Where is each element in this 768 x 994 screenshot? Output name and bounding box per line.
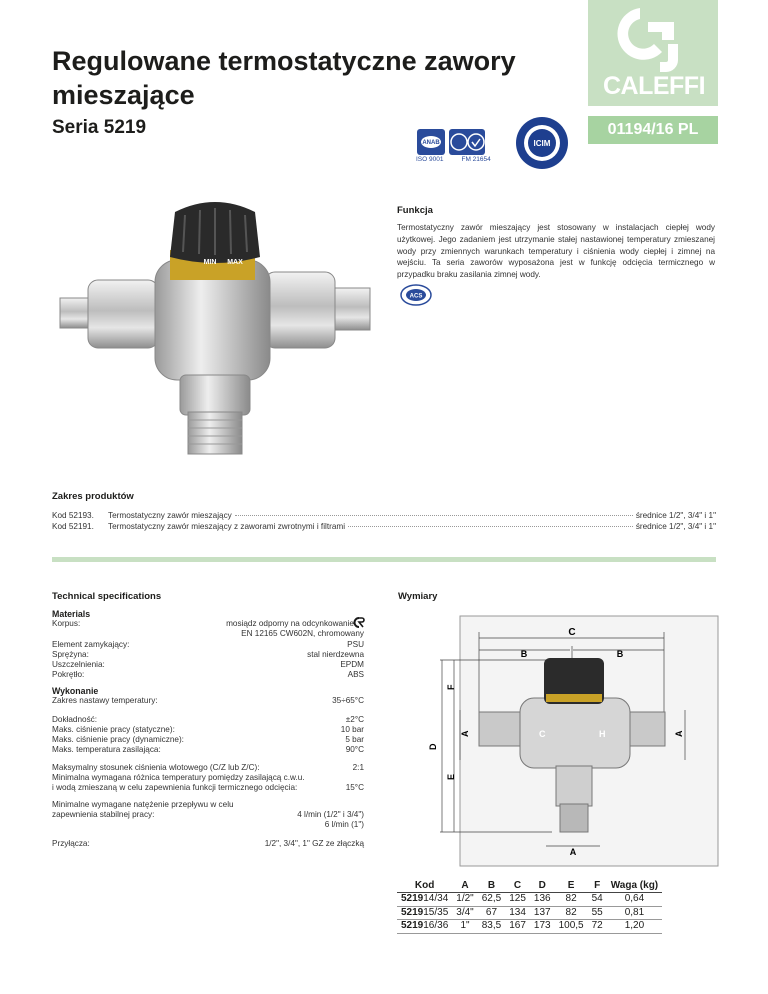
kod-suffix: 15/35 [423,906,449,918]
kod-cell [397,920,452,934]
table-cell: 167 [505,920,530,934]
wymiary-heading: Wymiary [398,591,438,602]
material-label: Element zamykający: [52,640,130,649]
material-value: PSU [347,640,364,649]
material-label: Sprężyna: [52,650,89,659]
table-row [397,920,662,934]
perf-label: Maks. ciśnienie pracy (statyczne): [52,725,175,734]
col-header: Kod [397,879,452,893]
cert-iso: ISO 9001 [416,156,444,163]
kod-prefix: 5219 [401,920,424,932]
col-header: C [505,879,530,893]
table-cell: 62,5 [478,893,505,907]
col-header: F [588,879,607,893]
table-cell: 136 [530,893,555,907]
perf-value: 90°C [345,745,364,754]
material-value: ABS [347,670,364,679]
dimensions-table [397,879,662,934]
perf-value: ±2°C [345,715,364,724]
table-cell: 72 [588,920,607,934]
col-header: B [478,879,505,893]
specs-heading: Technical specifications [52,591,162,602]
dim-h-marker: H [599,729,606,739]
dim-a-label-right: A [674,730,684,737]
table-cell: 1" [452,920,477,934]
kod-suffix: 14/34 [423,893,449,904]
product-desc: Termostatyczny zawór mieszający [108,511,232,520]
table-header-row [397,879,662,893]
table-cell: 67 [478,906,505,920]
dezincification-resistant-icon [353,617,365,628]
icim-text: ICIM [533,139,551,148]
product-row [52,511,716,520]
table-cell: 82 [555,906,588,920]
kod-prefix: 5219 [401,893,424,904]
perf-value: 10 bar [340,725,364,734]
product-row [52,522,716,531]
perf-label: Maks. ciśnienie pracy (dynamiczne): [52,735,184,744]
range-value: 35÷65°C [332,696,364,705]
product-sizes: średnice 1/2", 3/4" i 1" [635,511,716,520]
leader-dots [235,515,633,516]
ratio-value: 2:1 [352,763,364,772]
dim-d-label: D [428,743,438,750]
dimensions-diagram [428,610,722,870]
table-cell: 137 [530,906,555,920]
table-cell: 0,64 [607,893,662,907]
flow-label: Minimalne wymagane natężenie przepływu w celu [52,800,234,809]
document-number: 01194/16 PL [588,116,718,144]
dim-b-label-right: B [616,649,624,659]
col-header: A [452,879,477,893]
dim-b-label-left: B [520,649,528,659]
diff-value: 15°C [345,783,364,792]
connections-label: Przyłącza: [52,839,90,848]
kod-cell [397,893,452,907]
dim-a-label-bottom: A [569,847,577,857]
range-label: Zakres nastawy temperatury: [52,696,158,705]
perf-label: Dokładność: [52,715,98,724]
kod-suffix: 16/36 [423,920,449,932]
valve-product-image [60,190,380,480]
table-cell: 1/2" [452,893,477,907]
kod-prefix: 5219 [401,906,424,918]
kod-cell [397,906,452,920]
section-divider [52,557,716,562]
diff-label: Minimalna wymagana różnica temperatury pomiędzy zasilającą c.w.u. [52,773,305,782]
material-value: EPDM [340,660,364,669]
table-cell: 55 [588,906,607,920]
dim-f-label: F [446,684,456,690]
anab-text: ANAB [422,140,440,146]
product-code: Kod 52193. [52,511,94,520]
col-header: D [530,879,555,893]
icim-certification-icon [505,115,580,170]
wykonanie-heading: Wykonanie [52,686,99,696]
dim-a-label-left: A [460,730,470,737]
table-cell: 54 [588,893,607,907]
korpus-label: Korpus: [52,619,81,628]
funkcja-text: Termostatyczny zawór mieszający jest stosowany w instalacjach ciepłej wody użytkowej. Jego zadaniem jest utrzymanie stałej nastawionej temperatury zmieszanej wody przy zmiennych warunkach temperatury i ciśnienia wody ciepłej i zimnej na wejściu. Ta seria zaworów wyposażona jest w funkcję odcięcia termicznego w przypadku braku zasilania zimnej wody. [397,223,715,280]
leader-dots [348,526,633,527]
diff-label-2: i wodą zmieszaną w celu zapewnienia funkcji termicznego odcięcia: [52,783,298,792]
material-value: stal nierdzewna [307,650,364,659]
material-label: Pokrętło: [52,670,85,679]
product-sizes: średnice 1/2", 3/4" i 1" [635,522,716,531]
dim-c-marker: C [539,729,546,739]
korpus-value: mosiądz odporny na odcynkowanie [226,619,354,628]
connections-value: 1/2", 3/4", 1" GZ ze złączką [264,839,364,848]
perf-value: 5 bar [345,735,364,744]
table-cell: 125 [505,893,530,907]
knob-max-text: MAX [227,259,243,266]
table-cell: 3/4" [452,906,477,920]
table-cell: 1,20 [607,920,662,934]
table-cell: 134 [505,906,530,920]
table-cell: 0,81 [607,906,662,920]
col-header: Waga (kg) [607,879,662,893]
cert-codes [416,156,509,163]
dim-e-label: E [446,773,456,780]
table-row [397,893,662,907]
dim-c-label: C [568,627,576,638]
series-title: Seria 5219 [52,117,147,138]
acs-text: ACS [409,293,423,300]
perf-label: Maks. temperatura zasilająca: [52,745,161,754]
table-row [397,906,662,920]
flow-label-2: zapewnienia stabilnej pracy: [52,810,155,819]
flow-value: 4 l/min (1/2" i 3/4") [297,810,364,819]
product-code: Kod 52191. [52,522,94,531]
funkcja-heading: Funkcja [397,205,433,216]
knob-min-text: MIN [203,259,217,266]
korpus-value-2: EN 12165 CW602N, chromowany [241,629,364,638]
product-desc: Termostatyczny zawór mieszający z zaworami zwrotnymi i filtrami [108,522,346,531]
material-label: Uszczelnienia: [52,660,105,669]
table-cell: 83,5 [478,920,505,934]
acs-certification-icon [398,284,434,306]
zakres-heading: Zakres produktów [52,491,134,502]
materials-heading: Materials [52,609,91,619]
table-cell: 82 [555,893,588,907]
brand-name: CALEFFI [602,72,706,100]
ratio-label: Maksymalny stosunek ciśnienia wlotowego (C/Z lub Z/C): [52,763,260,772]
page-title: Regulowane termostatyczne zawory mieszające [52,46,516,110]
table-cell: 173 [530,920,555,934]
col-header: E [555,879,588,893]
table-cell: 100,5 [555,920,588,934]
cert-fm: FM 21654 [461,156,491,163]
flow-value-2: 6 l/min (1") [324,820,364,829]
